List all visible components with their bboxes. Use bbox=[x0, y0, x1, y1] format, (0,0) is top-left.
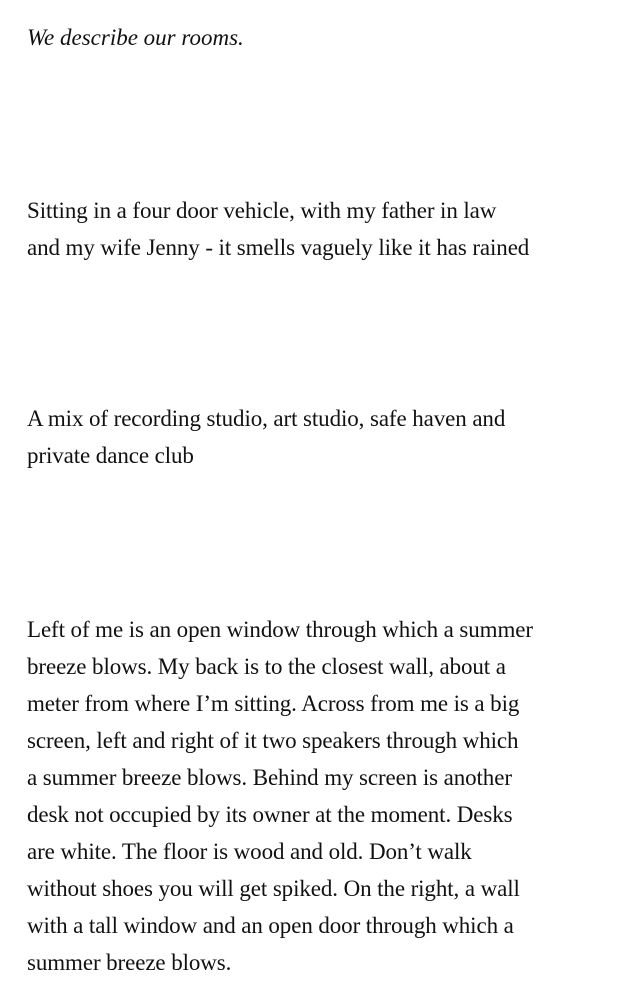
paragraph-line: A mix of recording studio, art studio, safe haven and bbox=[27, 406, 506, 431]
room-description-vehicle bbox=[27, 192, 529, 266]
paragraph-line: summer breeze blows. bbox=[27, 950, 232, 975]
room-description-studio bbox=[27, 400, 505, 474]
paragraph-line: meter from where I’m sitting. Across from me is a big bbox=[27, 691, 520, 716]
room-description-office bbox=[27, 611, 533, 981]
paragraph-line: private dance club bbox=[27, 443, 194, 468]
paragraph-line: and my wife Jenny - it smells vaguely like it has rained bbox=[27, 235, 530, 260]
paragraph-line: Left of me is an open window through which a summer bbox=[27, 617, 533, 642]
paragraph-line: are white. The floor is wood and old. Don’t walk bbox=[27, 839, 472, 864]
paragraph-line: desk not occupied by its owner at the moment. Desks bbox=[27, 802, 513, 827]
page-heading: We describe our rooms. bbox=[27, 25, 244, 50]
paragraph-line: screen, left and right of it two speakers through which bbox=[27, 728, 519, 753]
paragraph-line: without shoes you will get spiked. On the right, a wall bbox=[27, 876, 520, 901]
paragraph-line: with a tall window and an open door through which a bbox=[27, 913, 514, 938]
paragraph-line: Sitting in a four door vehicle, with my father in law bbox=[27, 198, 497, 223]
paragraph-line: a summer breeze blows. Behind my screen is another bbox=[27, 765, 512, 790]
paragraph-line: breeze blows. My back is to the closest wall, about a bbox=[27, 654, 506, 679]
